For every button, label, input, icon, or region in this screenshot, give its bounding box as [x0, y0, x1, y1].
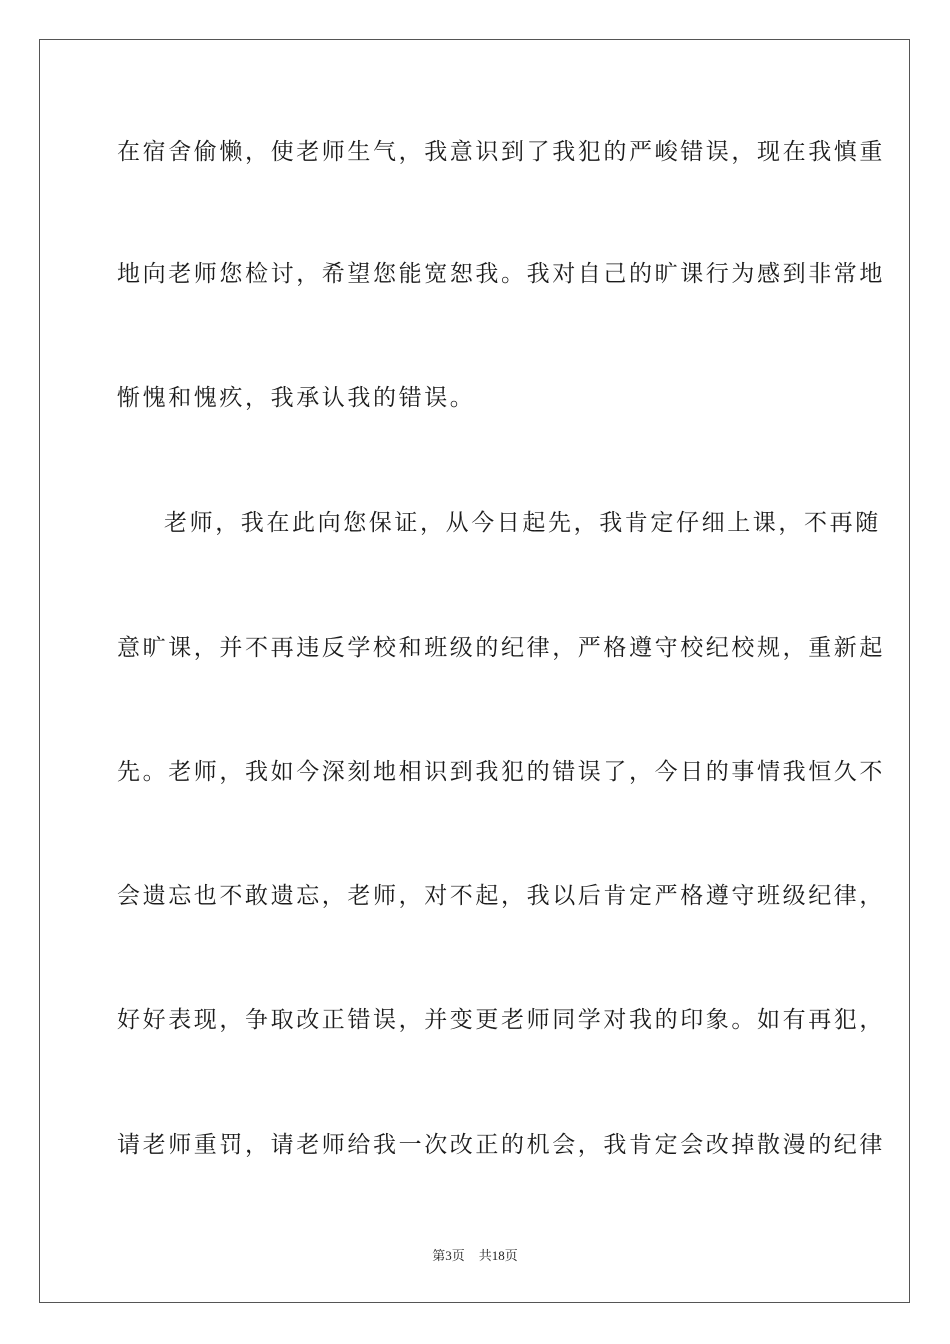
text-line-1: 在宿舍偷懒，使老师生气，我意识到了我犯的严峻错误，现在我慎重 — [117, 139, 885, 165]
page-total: 共18页 — [478, 1248, 518, 1263]
text-line-9: 请老师重罚，请老师给我一次改正的机会，我肯定会改掉散漫的纪律 — [117, 1132, 885, 1158]
page-footer — [0, 1247, 950, 1265]
page-border — [39, 39, 910, 1303]
text-line-5: 意旷课，并不再违反学校和班级的纪律，严格遵守校纪校规，重新起 — [117, 635, 885, 661]
text-line-8: 好好表现，争取改正错误，并变更老师同学对我的印象。如有再犯， — [117, 1007, 885, 1033]
page-number: 第3页 — [432, 1248, 465, 1263]
text-line-3: 惭愧和愧疚，我承认我的错误。 — [117, 385, 476, 411]
text-line-6: 先。老师，我如今深刻地相识到我犯的错误了，今日的事情我恒久不 — [117, 759, 885, 785]
text-line-2: 地向老师您检讨，希望您能宽恕我。我对自己的旷课行为感到非常地 — [117, 261, 885, 287]
text-line-7: 会遗忘也不敢遗忘，老师，对不起，我以后肯定严格遵守班级纪律， — [117, 883, 885, 909]
text-line-4: 老师，我在此向您保证，从今日起先，我肯定仔细上课，不再随 — [164, 510, 881, 536]
